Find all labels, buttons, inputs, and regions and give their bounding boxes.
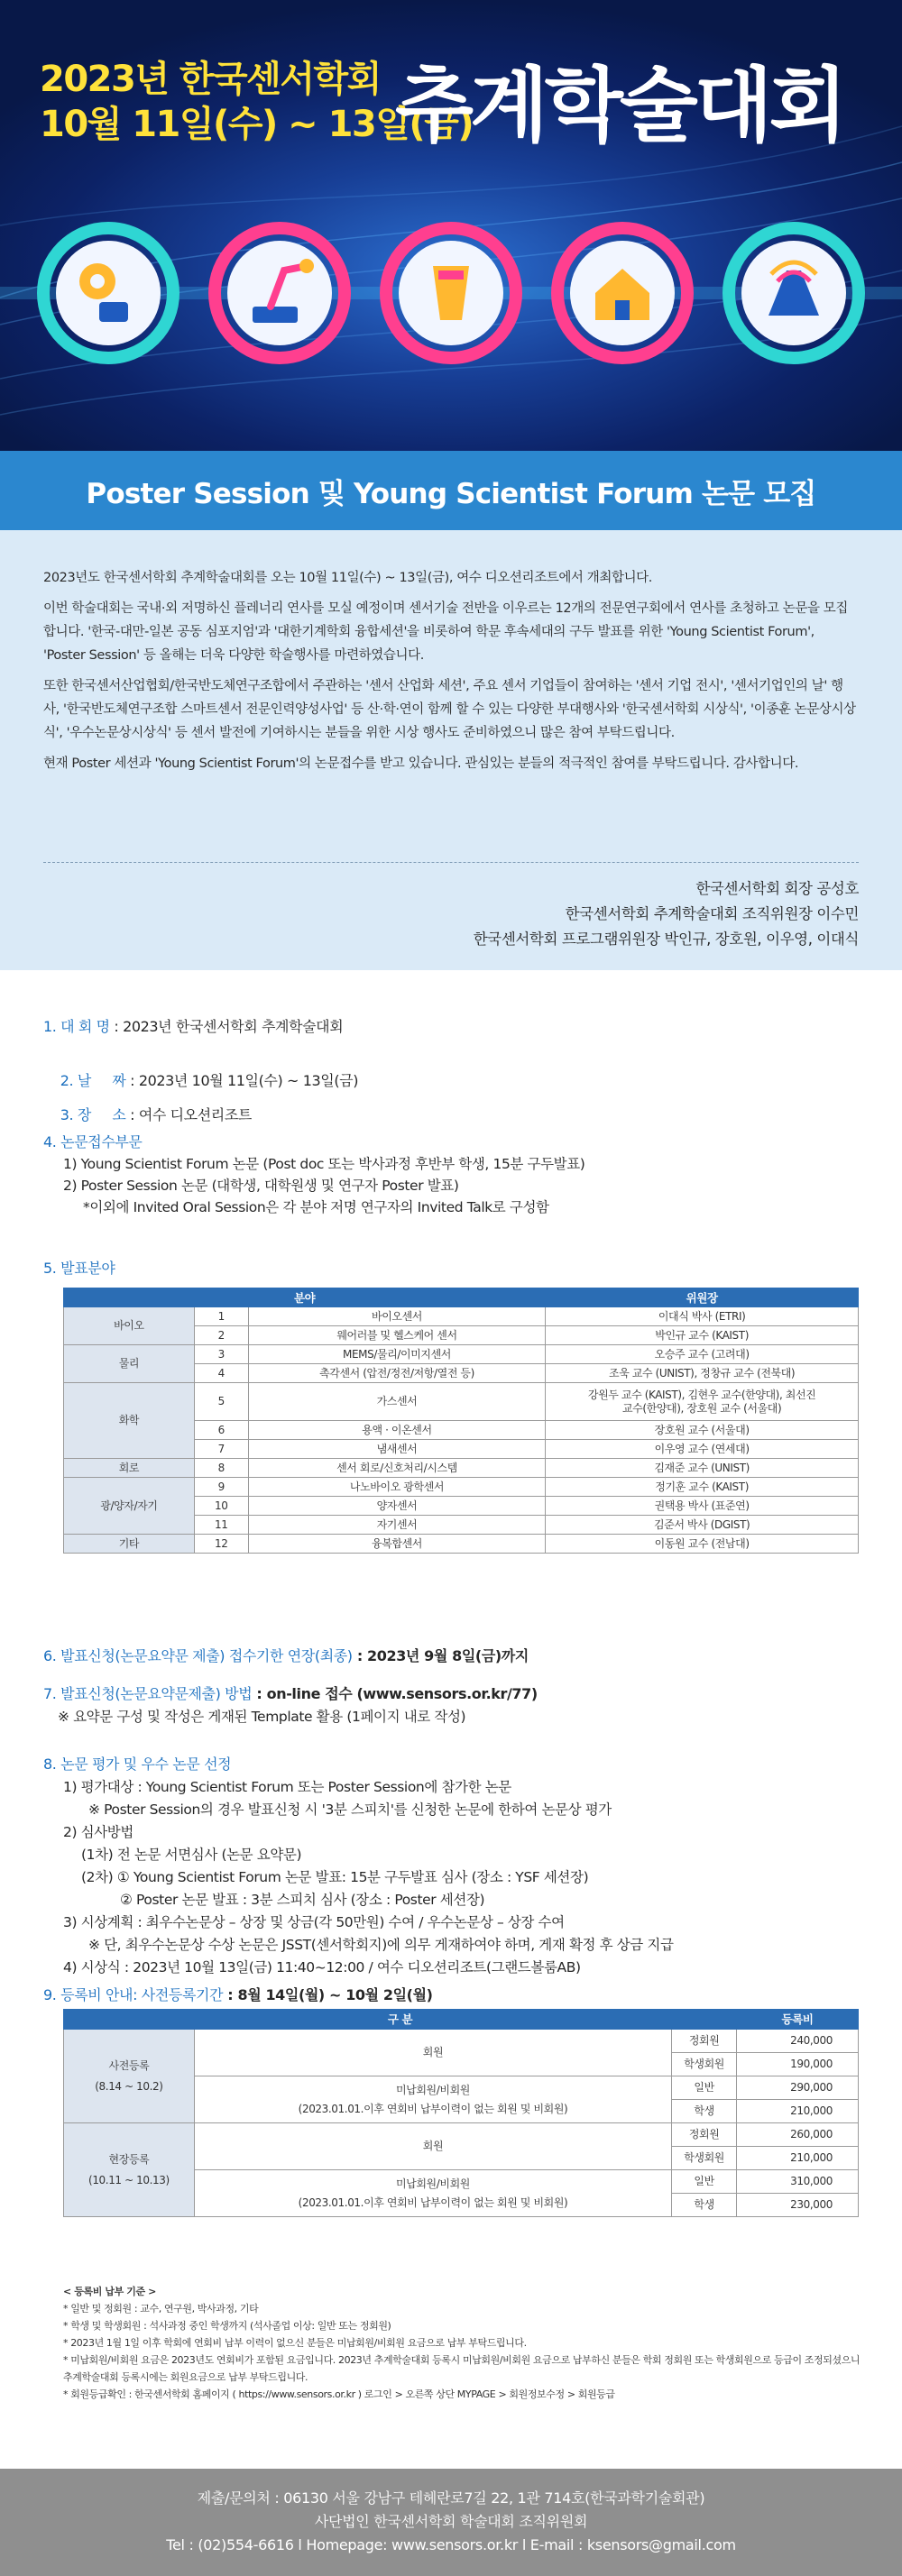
section-value: : 8월 14일(월) ~ 10월 2일(월) [223,1986,433,2003]
table-cell: 8 [194,1459,248,1478]
fee-value: 210,000 [737,2147,859,2170]
fee-type: 학생회원 [672,2147,737,2170]
table-cell: 센서 회로/신호처리/시스템 [248,1459,546,1478]
hero-title: 추계학술대회 [395,59,844,153]
hero-date: 10월 11일(수) ~ 13일(금) [40,104,474,145]
section-title: 8. 논문 평가 및 우수 논문 선정 [43,1756,232,1773]
registration-type-label: 사전등록 [108,2058,150,2072]
table-cell: 이우영 교수 (연세대) [546,1440,859,1459]
table-cell: 장호원 교수 (서울대) [546,1421,859,1440]
table-cell: 3 [194,1345,248,1364]
fee-value: 210,000 [737,2100,859,2123]
submission-note: *이외에 Invited Oral Session은 각 분야 저명 연구자의 Invited Talk로 구성함 [83,1199,549,1215]
table-cell: 가스센서 [248,1383,546,1421]
table-cell: 용액 · 이온센서 [248,1421,546,1440]
section-number: 9. 등록비 안내: 사전등록기간 [43,1986,224,2003]
advance-registration-cell [64,2030,195,2123]
table-cell: 정기훈 교수 (KAIST) [546,1478,859,1497]
signature-president: 한국센서학회 회장 공성호 [695,880,859,897]
table-cell: 웨어러블 및 헬스케어 센서 [248,1326,546,1345]
fee-value: 290,000 [737,2076,859,2100]
table-cell: 6 [194,1421,248,1440]
fee-type: 일반 [672,2076,737,2100]
member-cell: 회원 [194,2123,671,2170]
table-cell: 나노바이오 광학센서 [248,1478,546,1497]
table-cell: 4 [194,1364,248,1383]
section-value: : 2023년 10월 11일(수) ~ 13일(금) [125,1072,359,1089]
fee-type: 일반 [672,2170,737,2194]
hero-subtitle-line1: 2023년 한국센서학회 [40,59,381,100]
evaluation-note: ※ Poster Session의 경우 발표신청 시 '3분 스피치'를 신청한 논문에 한하여 논문상 평가 [88,1801,612,1818]
submission-item: 2) Poster Session 논문 (대학생, 대학원생 및 연구자 Poster 발표) [63,1178,459,1194]
table-cell: 5 [194,1383,248,1421]
evaluation-note: ※ 단, 최우수논문상 수상 논문은 JSST(센서학회지)에 의무 게재하여야 하며, 게재 확정 후 상금 지급 [88,1937,674,1953]
table-cell: 12 [194,1535,248,1554]
registration-period: (10.11 ~ 10.13) [88,2173,170,2186]
table-cell: 10 [194,1497,248,1516]
hero-illustration [0,180,902,406]
hero-banner [0,0,902,451]
section-value: : 2023년 9월 8일(금)까지 [352,1647,529,1664]
note-item: * 2023년 1월 1일 이후 학회에 연회비 납부 이력이 없으신 분들은 미납회원/비회원 요금으로 납부 부탁드립니다. [63,2337,527,2349]
nonmember-cell [194,2076,671,2123]
evaluation-item: (1차) 전 논문 서면심사 (논문 요약문) [81,1847,302,1863]
table-cell: 1 [194,1307,248,1326]
section-number: 7. 발표신청(논문요약문제출) 방법 [43,1685,253,1702]
fee-value: 190,000 [737,2053,859,2076]
table-cell: 조욱 교수 (UNIST), 정창규 교수 (전북대) [546,1364,859,1383]
fee-type: 정회원 [672,2030,737,2053]
submission-item: 1) Young Scientist Forum 논문 (Post doc 또는 박사과정 후반부 학생, 15분 구두발표) [63,1156,585,1172]
table-cell: 이동원 교수 (전남대) [546,1535,859,1554]
signature-program-chairs: 한국센서학회 프로그램위원장 박인규, 장호원, 이우영, 이대식 [473,930,859,948]
section-value: : on-line 접수 (www.sensors.or.kr/77) [252,1685,538,1702]
evaluation-item: 2) 심사방법 [63,1824,133,1840]
fee-type: 정회원 [672,2123,737,2147]
robot-arm-icon [227,241,332,345]
table-header: 구 분 [64,2010,737,2030]
section-value: : 2023년 한국센서학회 추계학술대회 [109,1018,344,1035]
fee-type: 학생 [672,2100,737,2123]
section-registration [43,1985,433,2005]
notes-title: < 등록비 납부 기준 > [63,2286,156,2297]
table-cell: 11 [194,1516,248,1535]
section-event-name [43,1017,343,1037]
footer-address: 제출/문의처 : 06130 서울 강남구 테헤란로7길 22, 1관 714호(한국과학기술회관) [197,2489,705,2507]
intro-section [0,530,902,970]
intro-paragraph: 현재 Poster 세션과 'Young Scientist Forum'의 논문접수를 받고 있습니다. 관심있는 분들의 적극적인 참여를 부탁드립니다. 감사합니다. [43,756,799,771]
evaluation-item: 4) 시상식 : 2023년 10월 13일(금) 11:40~12:00 / 여수 디오션리조트(그랜드볼룸AB) [63,1959,581,1976]
fee-value: 260,000 [737,2123,859,2147]
category-cell: 물리 [64,1345,195,1383]
footer-organizer: 사단법인 한국센서학회 학술대회 조직위원회 [314,2513,588,2530]
category-cell: 회로 [64,1459,195,1478]
table-header: 위원장 [546,1288,859,1307]
registration-type-label: 현장등록 [108,2152,150,2166]
divider [43,862,859,863]
signature-organizing-chair: 한국센서학회 추계학술대회 조직위원장 이수민 [565,905,859,922]
table-cell: 자기센서 [248,1516,546,1535]
category-cell: 바이오 [64,1307,195,1345]
table-cell: 오승주 교수 (고려대) [546,1345,859,1364]
section-number: 1. 대 회 명 [43,1018,110,1035]
table-cell: 김재준 교수 (UNIST) [546,1459,859,1478]
fields-table [63,1288,859,1554]
note-item: * 학생 및 학생회원 : 석사과정 중인 학생까지 (석사졸업 이상: 일반 또는 정회원) [63,2320,391,2332]
note-item: * 미납회원/비회원 요금은 2023년도 연회비가 포함된 요금입니다. 2023년 추계학술대회 등록시 미납회원/비회원 요금으로 납부하신 분들은 학회 정회원 또는 학생회원으로 등급이 조정되셨으니 추계학술대회 등록시에는 회원요금으로 납부 부탁드립니다. [63,2354,861,2383]
section-submission-categories [43,1132,143,1152]
nonmember-label: 미납회원/비회원 [395,2083,470,2096]
section-number: 2. 날 짜 [60,1072,126,1089]
section-fields [43,1259,115,1279]
table-cell: 촉각센서 (압전/정전/저항/열전 등) [248,1364,546,1383]
fee-notes [63,2283,866,2403]
member-cell: 회원 [194,2030,671,2076]
section-submission-method [43,1684,538,1704]
table-cell: 이대식 박사 (ETRI) [546,1307,859,1326]
table-cell: 9 [194,1478,248,1497]
fee-type: 학생회원 [672,2053,737,2076]
section-number: 3. 장 소 [60,1106,126,1123]
footer-contact: Tel : (02)554-6616 l Homepage: www.sensors.or.kr l E-mail : ksensors@gmail.com [166,2536,736,2553]
registration-fee-table [63,2009,859,2217]
intro-paragraph: 또한 한국센서산업협회/한국반도체연구조합에서 주관하는 '센서 산업화 세션', 주요 센서 기업들이 참여하는 '센서 기업 전시', '센서기업인의 날' 행사, '한국반도체연구조합 스마트센서 전문인력양성사업' 등 산·학·연이 함께 할 수 있는 다양한 부대행사와 '한국센서학회 시상식', '이종훈 논문상시상식', '우수논문상시상식' 등 센서 발전에 기여하시는 분들을 위한 시상 행사도 준비하였으니 많은 참여 부탁드립니다. [43,679,856,740]
fee-type: 학생 [672,2194,737,2217]
intro-paragraph: 2023년도 한국센서학회 추계학술대회를 오는 10월 11일(수) ~ 13일(금), 여수 디오션리조트에서 개최합니다. [43,571,652,585]
category-cell: 광/양자/자기 [64,1478,195,1535]
footer [0,2469,902,2576]
intro-paragraph: 이번 학술대회는 국내·외 저명하신 플레너리 연사를 모실 예정이며 센서기술 전반을 이우르는 12개의 전문연구회에서 연사를 초청하고 논문을 모집합니다. '한국-대만-일본 공동 심포지엄'과 '대한기계학회 융합세션'을 비롯하여 학문 후속세대의 구두 발표를 위한 'Young Scientist Forum', 'Poster Session' 등 올해는 더욱 다양한 학술행사를 마련하였습니다. [43,601,849,663]
table-cell: 융복합센서 [248,1535,546,1554]
fee-value: 230,000 [737,2194,859,2217]
section-title: 5. 발표분야 [43,1260,115,1277]
evaluation-item: (2차) ① Young Scientist Forum 논문 발표: 15분 구두발표 심사 (장소 : YSF 세션장) [81,1869,589,1885]
nonmember-note: (2023.01.01.이후 연회비 납부이력이 없는 회원 및 비회원) [298,2102,568,2115]
table-cell: 7 [194,1440,248,1459]
table-cell: 강원두 교수 (KAIST), 김현우 교수(한양대), 최선진 교수(한양대), 장호원 교수 (서울대) [546,1383,859,1421]
table-cell: 박인규 교수 (KAIST) [546,1326,859,1345]
section-title: 4. 논문접수부문 [43,1133,143,1150]
table-cell: 냄새센서 [248,1440,546,1459]
category-cell: 화학 [64,1383,195,1459]
table-cell: 권택용 박사 (표준연) [546,1497,859,1516]
template-note: ※ 요약문 구성 및 작성은 게재된 Template 활용 (1페이지 내로 작성) [58,1709,466,1725]
evaluation-item: ② Poster 논문 발표 : 3분 스피치 심사 (장소 : Poster 세션장) [120,1892,485,1908]
onsite-registration-cell [64,2123,195,2217]
table-cell: 2 [194,1326,248,1345]
section-deadline [43,1646,529,1666]
table-cell: MEMS/물리/이미지센서 [248,1345,546,1364]
nonmember-note: (2023.01.01.이후 연회비 납부이력이 없는 회원 및 비회원) [298,2196,568,2209]
table-header: 분야 [64,1288,546,1307]
note-item: * 회원등급확인 : 한국센서학회 홈페이지 ( https://www.sensors.or.kr ) 로그인 > 오른쪽 상단 MYPAGE > 회원정보수정 > 회원등급 [63,2388,615,2400]
nonmember-cell [194,2170,671,2217]
note-item: * 일반 및 정회원 : 교수, 연구원, 박사과정, 기타 [63,2303,259,2315]
table-cell: 바이오센서 [248,1307,546,1326]
nonmember-label: 미납회원/비회원 [395,2177,470,2190]
category-cell: 기타 [64,1535,195,1554]
table-header: 등록비 [737,2010,859,2030]
call-for-papers-banner: Poster Session 및 Young Scientist Forum 논문 모집 [0,451,902,530]
evaluation-item: 3) 시상계획 : 최우수논문상 – 상장 및 상금(각 50만원) 수여 / 우수논문상 – 상장 수여 [63,1914,565,1930]
section-value: : 여수 디오션리조트 [125,1106,252,1123]
table-cell: 양자센서 [248,1497,546,1516]
fee-value: 310,000 [737,2170,859,2194]
table-cell: 김준서 박사 (DGIST) [546,1516,859,1535]
fee-value: 240,000 [737,2030,859,2053]
section-evaluation [43,1755,231,1774]
section-number: 6. 발표신청(논문요약문 제출) 접수기한 연장(최종) [43,1647,353,1664]
evaluation-item: 1) 평가대상 : Young Scientist Forum 또는 Poster Session에 참가한 논문 [63,1779,511,1795]
registration-period: (8.14 ~ 10.2) [95,2079,163,2093]
